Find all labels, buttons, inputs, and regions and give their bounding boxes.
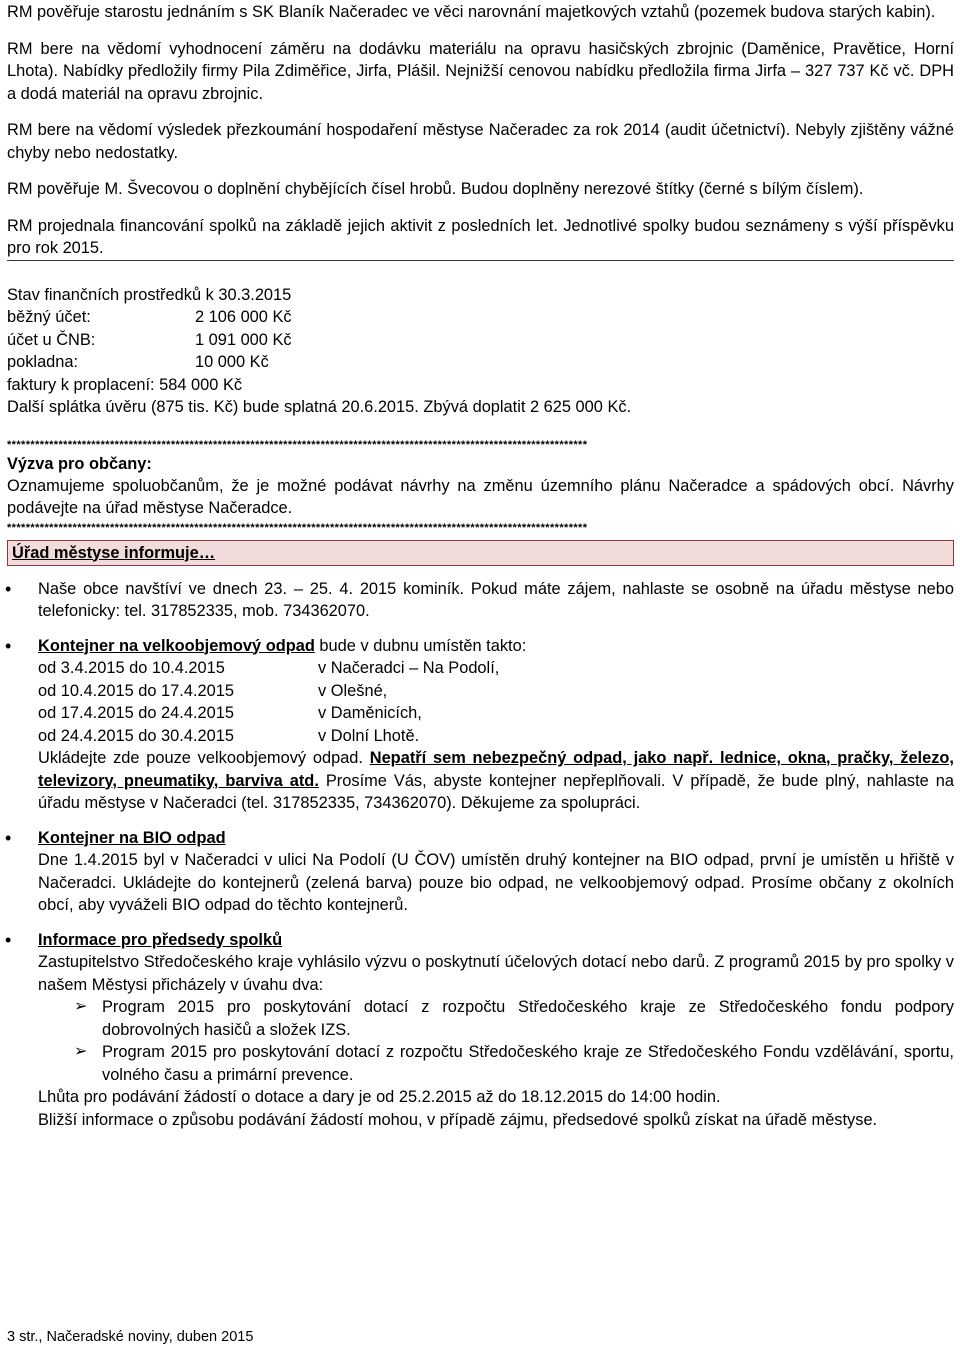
schedule-row: od 24.4.2015 do 30.4.2015 v Dolní Lhotě. [38, 726, 420, 745]
list-item-bio-container: • Kontejner na BIO odpad Dne 1.4.2015 byl v Načeradci v ulici Na Podolí (U ČOV) umístěn druhý kontejner na BIO odpad, první je umístěn u hřiště v Načeradci. Ukládejte do kontejnerů (zelená barva) pouze bio odpad, ne velkoobjemový odpad. Prosíme občany z okolních obcí, aby vyváželi BIO odpad do těchto kontejnerů. [7, 827, 954, 917]
banner-title: Úřad městyse informuje… [12, 543, 216, 562]
clubs-more-info: Bližší informace o způsobu podávání žádostí mohou, v případě zájmu, předsedové spolků získat na úřadě městyse. [38, 1110, 878, 1129]
finance-row: účet u ČNB: 1 091 000 Kč [7, 330, 292, 349]
schedule-row: od 3.4.2015 do 10.4.2015 v Načeradci – Na Podolí, [38, 659, 500, 677]
finance-row: pokladna: 10 000 Kč [7, 353, 269, 371]
finance-section [7, 284, 954, 419]
bulky-container-title: Kontejner na velkoobjemový odpad [38, 636, 315, 655]
schedule-row: od 17.4.2015 do 24.4.2015 v Daměnicích, [38, 704, 422, 722]
page-footer: 3 str., Načeradské noviny, duben 2015 [7, 1329, 254, 1345]
bio-container-title: Kontejner na BIO odpad [38, 828, 226, 847]
list-item-chimney: • Naše obce navštíví ve dnech 23. – 25. 4. 2015 kominík. Pokud máte zájem, nahlaste se osobně na úřadu městyse nebo telefonicky: tel. 317852335, mob. 734362070. [7, 578, 954, 623]
finance-row: běžný účet: 2 106 000 Kč [7, 308, 292, 326]
clubs-deadline: Lhůta pro podávání žádostí o dotace a dary je od 25.2.2015 až do 18.12.2015 do 14:00 hodin. [38, 1088, 721, 1106]
bulky-container-note: Ukládejte zde pouze velkoobjemový odpad. Nepatří sem nebezpečný odpad, jako např. lednice, okna, pračky, železo, televizory, pneumatiky, barviva atd. Prosíme Vás, abyste kontejner nepřeplňovali. V případě, že bude plný, nahlaste na úřadu městyse v Načeradci (tel. 317852335, 734362070). Děkujeme za spolupráci. [38, 749, 954, 812]
list-item-clubs-info: • Informace pro předsedy spolků Zastupitelstvo Středočeského kraje vyhlásilo výzvu o poskytnutí účelových dotací nebo darů. Z programů 2015 by pro spolky v našem Městysi přicházely v úvahu dva: ➢ Program 2015 pro poskytování dotací z rozpočtu Středočeského kraje ze Středočeského fondu podpory dobrovolných hasičů a složek IZS. ➢ Program 2015 pro poskytování dotací z rozpočtu Středočeského kraje ze Středočeského Fondu vzdělávání, sportu, volného času a primární prevence. Lhůta pro podávání žádostí o dotace a dary je od 25.2.2015 až do 18.12.2015 do 14:00 hodin. Bližší informace o způsobu podávání žádostí mohou, v případě zájmu, předsedové spolků získat na úřadě městyse. [7, 929, 954, 1132]
stars-separator: **************************************************************************************************************************** [7, 438, 588, 451]
finance-invoices: faktury k proplacení: 584 000 Kč [7, 375, 243, 394]
program-list [38, 996, 954, 1086]
stars-separator: **************************************************************************************************************************** [7, 521, 588, 534]
program-item: ➢ Program 2015 pro poskytování dotací z rozpočtu Středočeského kraje ze Středočeského fondu podpory dobrovolných hasičů a složek IZS. [38, 996, 954, 1041]
finance-heading: Stav finančních prostředků k 30.3.2015 [7, 285, 292, 304]
schedule-row: od 10.4.2015 do 17.4.2015 v Olešné, [38, 681, 388, 700]
paragraph-clubs-funding: RM projednala financování spolků na základě jejich aktivit z posledních let. Jednotlivé spolky budou seznámeny s výší příspěvku pro rok 2015. [7, 216, 954, 257]
appeal-title: Výzva pro občany: [7, 454, 152, 473]
paragraph-audit: RM bere na vědomí výsledek přezkoumání hospodaření městyse Načeradec za rok 2014 (audit účetnictví). Nebyly zjištěny vážné chyby nebo nedostatky. [7, 121, 954, 162]
paragraph-graves: RM pověřuje M. Švecovou o doplnění chybějících čísel hrobů. Budou doplněny nerezové štítky (černé s bílým číslem). [7, 180, 864, 198]
paragraph-sk-blanik: RM pověřuje starostu jednáním s SK Blaník Načeradec ve věci narovnání majetkových vztahů (pozemek budova starých kabin). [7, 3, 936, 21]
hazard-warning: Nepatří sem nebezpečný odpad, jako např. lednice, okna, pračky, železo, televizory, pneumatiky, barviva atd. [38, 749, 954, 790]
info-list [7, 578, 954, 1132]
list-item-bulky-container: • Kontejner na velkoobjemový odpad bude v dubnu umístěn takto: od 3.4.2015 do 10.4.2015 v Načeradci – Na Podolí, od 10.4.2015 do 17.4.2015 v Olešné, od 17.4.2015 do 24.4.2015 v Daměnicích, od 24.4.2015 do 30.4.2015 v Dolní Lhotě. Ukládejte zde pouze velkoobjemový odpad. Nepatří sem nebezpečný odpad, jako např. lednice, okna, pračky, železo, televizory, pneumatiky, barviva atd. Prosíme Vás, abyste kontejner nepřeplňovali. V případě, že bude plný, nahlaste na úřadu městyse v Načeradci (tel. 317852335, 734362070). Děkujeme za spolupráci. [7, 635, 954, 815]
clubs-info-title: Informace pro předsedy spolků [38, 930, 283, 949]
appeal-text: Oznamujeme spoluobčanům, že je možné podávat návrhy na změnu územního plánu Načeradce a spádových obcí. Návrhy podávejte na úřad městyse Načeradce. [7, 476, 954, 517]
paragraph-fire-stations: RM bere na vědomí vyhodnocení záměru na dodávku materiálu na opravu hasičských zbrojnic (Daměnice, Pravětice, Horní Lhota). Nabídky předložily firmy Pila Zdiměřice, Jirfa, Plášil. Nejnižší cenovou nabídku předložila firma Jirfa – 327 737 Kč vč. DPH a dodá materiál na opravu zbrojnic. [7, 39, 954, 103]
finance-loan: Další splátka úvěru (875 tis. Kč) bude splatná 20.6.2015. Zbývá doplatit 2 625 000 Kč. [7, 398, 632, 416]
section-divider [7, 215, 954, 261]
program-item: ➢ Program 2015 pro poskytování dotací z rozpočtu Středočeského kraje ze Středočeského Fondu vzdělávání, sportu, volného času a primární prevence. [38, 1041, 954, 1086]
newsletter-page [7, 0, 954, 1143]
office-info-banner [7, 540, 954, 566]
